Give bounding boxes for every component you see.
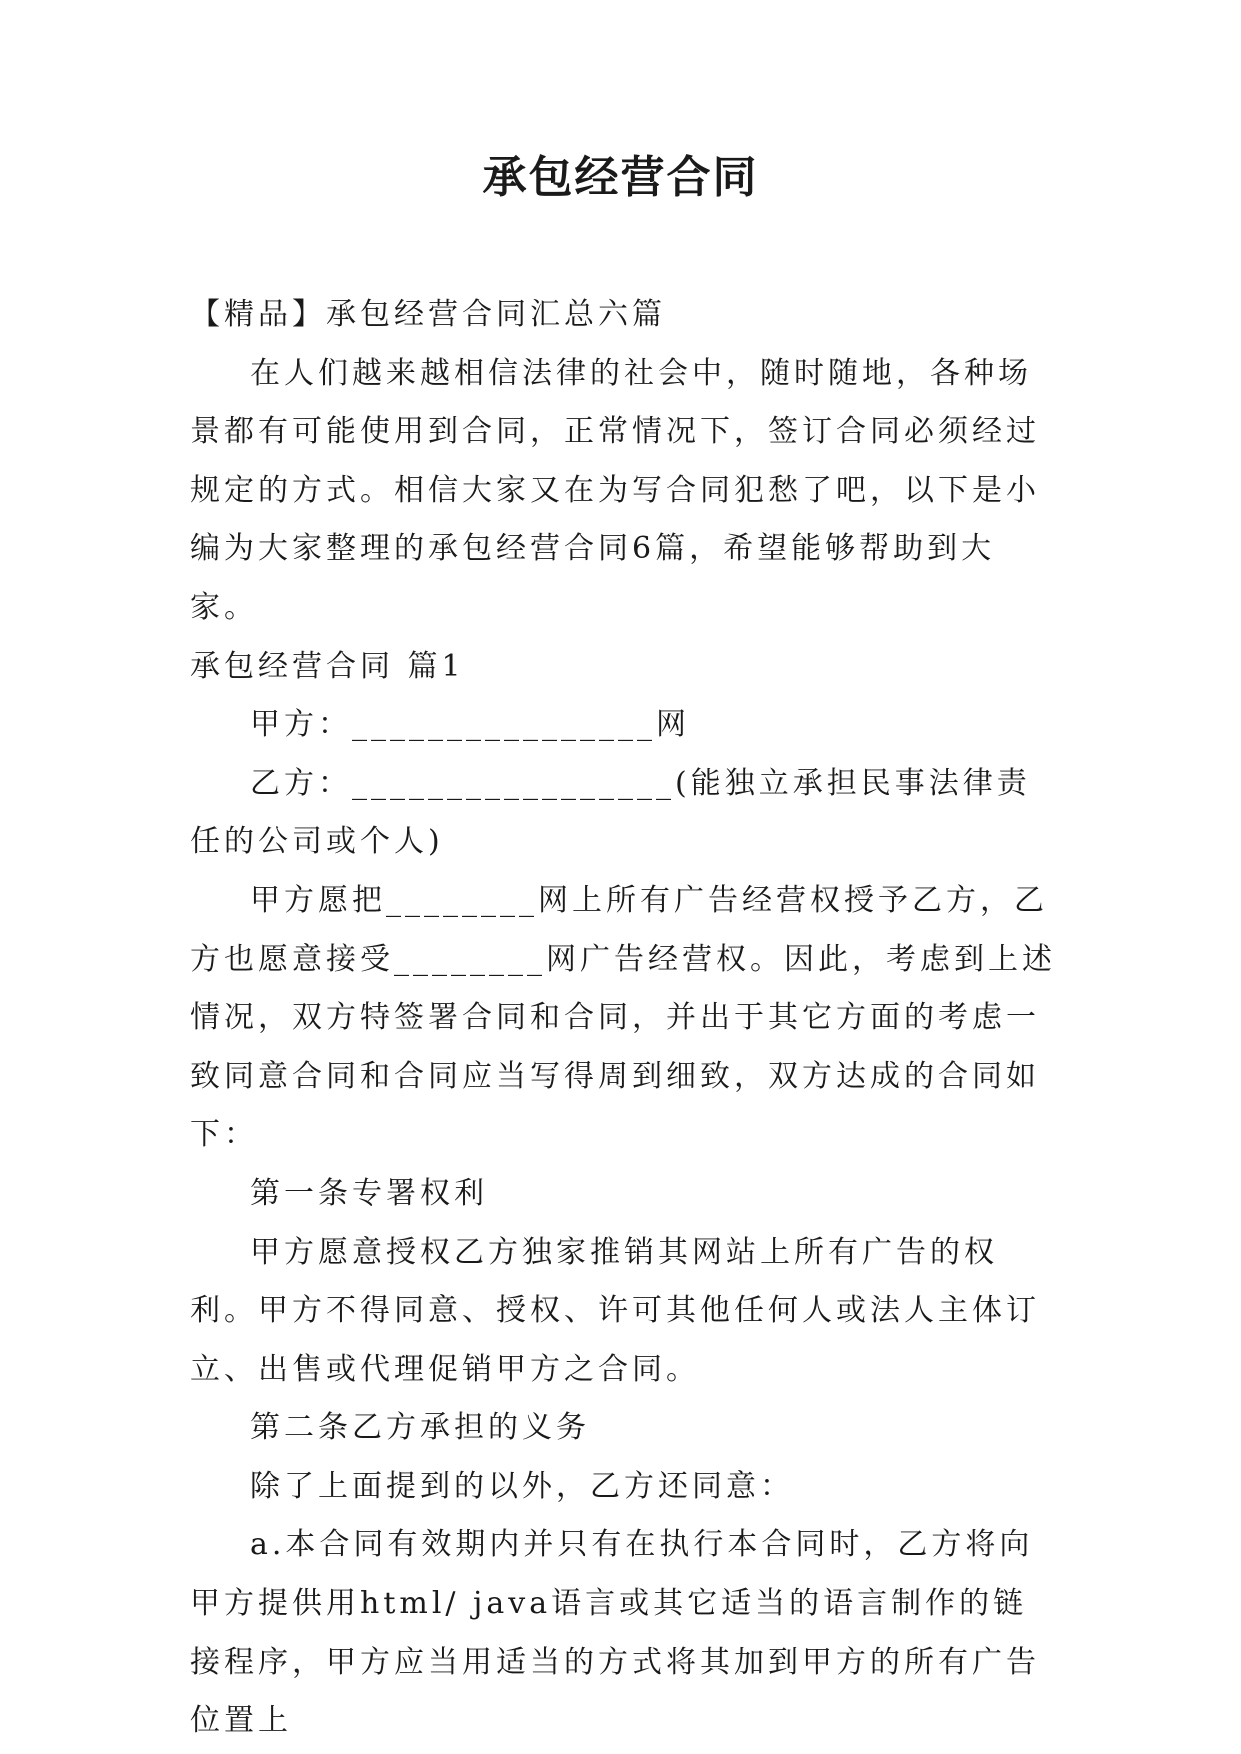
document-body bbox=[190, 286, 1058, 1751]
party-a-line: 甲方：________________网 bbox=[250, 707, 690, 743]
intro-paragraph: 在人们越来越相信法律的社会中，随时随地，各种场景都有可能使用到合同，正常情况下，签订合同必须经过规定的方式。相信大家又在为写合同犯愁了吧，以下是小编为大家整理的承包经营合同6篇，希望能够帮助到大家。 bbox=[190, 355, 1040, 625]
document-subtitle: 【精品】承包经营合同汇总六篇 bbox=[190, 297, 666, 332]
article-1-heading: 第一条专署权利 bbox=[250, 1175, 488, 1211]
party-b-line: 乙方：_________________(能独立承担民事法律责任的公司或个人) bbox=[190, 765, 1031, 860]
section-heading-part-1: 承包经营合同 篇1 bbox=[190, 648, 465, 684]
document-title: 承包经营合同 bbox=[482, 152, 759, 203]
article-2-intro: 除了上面提到的以外，乙方还同意： bbox=[250, 1468, 794, 1504]
article-2-heading: 第二条乙方承担的义务 bbox=[250, 1410, 590, 1446]
article-2-item-a: a.本合同有效期内并只有在执行本合同时，乙方将向甲方提供用html/ java语言或其它适当的语言制作的链接程序，甲方应当用适当的方式将其加到甲方的所有广告位置上 bbox=[190, 1527, 1040, 1739]
article-1-paragraph: 甲方愿意授权乙方独家推销其网站上所有广告的权利。甲方不得同意、授权、许可其他任何人或法人主体订立、出售或代理促销甲方之合同。 bbox=[190, 1234, 1040, 1387]
preamble-paragraph: 甲方愿把________网上所有广告经营权授予乙方，乙方也愿意接受________网广告经营权。因此，考虑到上述情况，双方特签署合同和合同，并出于其它方面的考虑一致同意合同和合同应当写得周到细致，双方达成的合同如下： bbox=[190, 882, 1056, 1153]
